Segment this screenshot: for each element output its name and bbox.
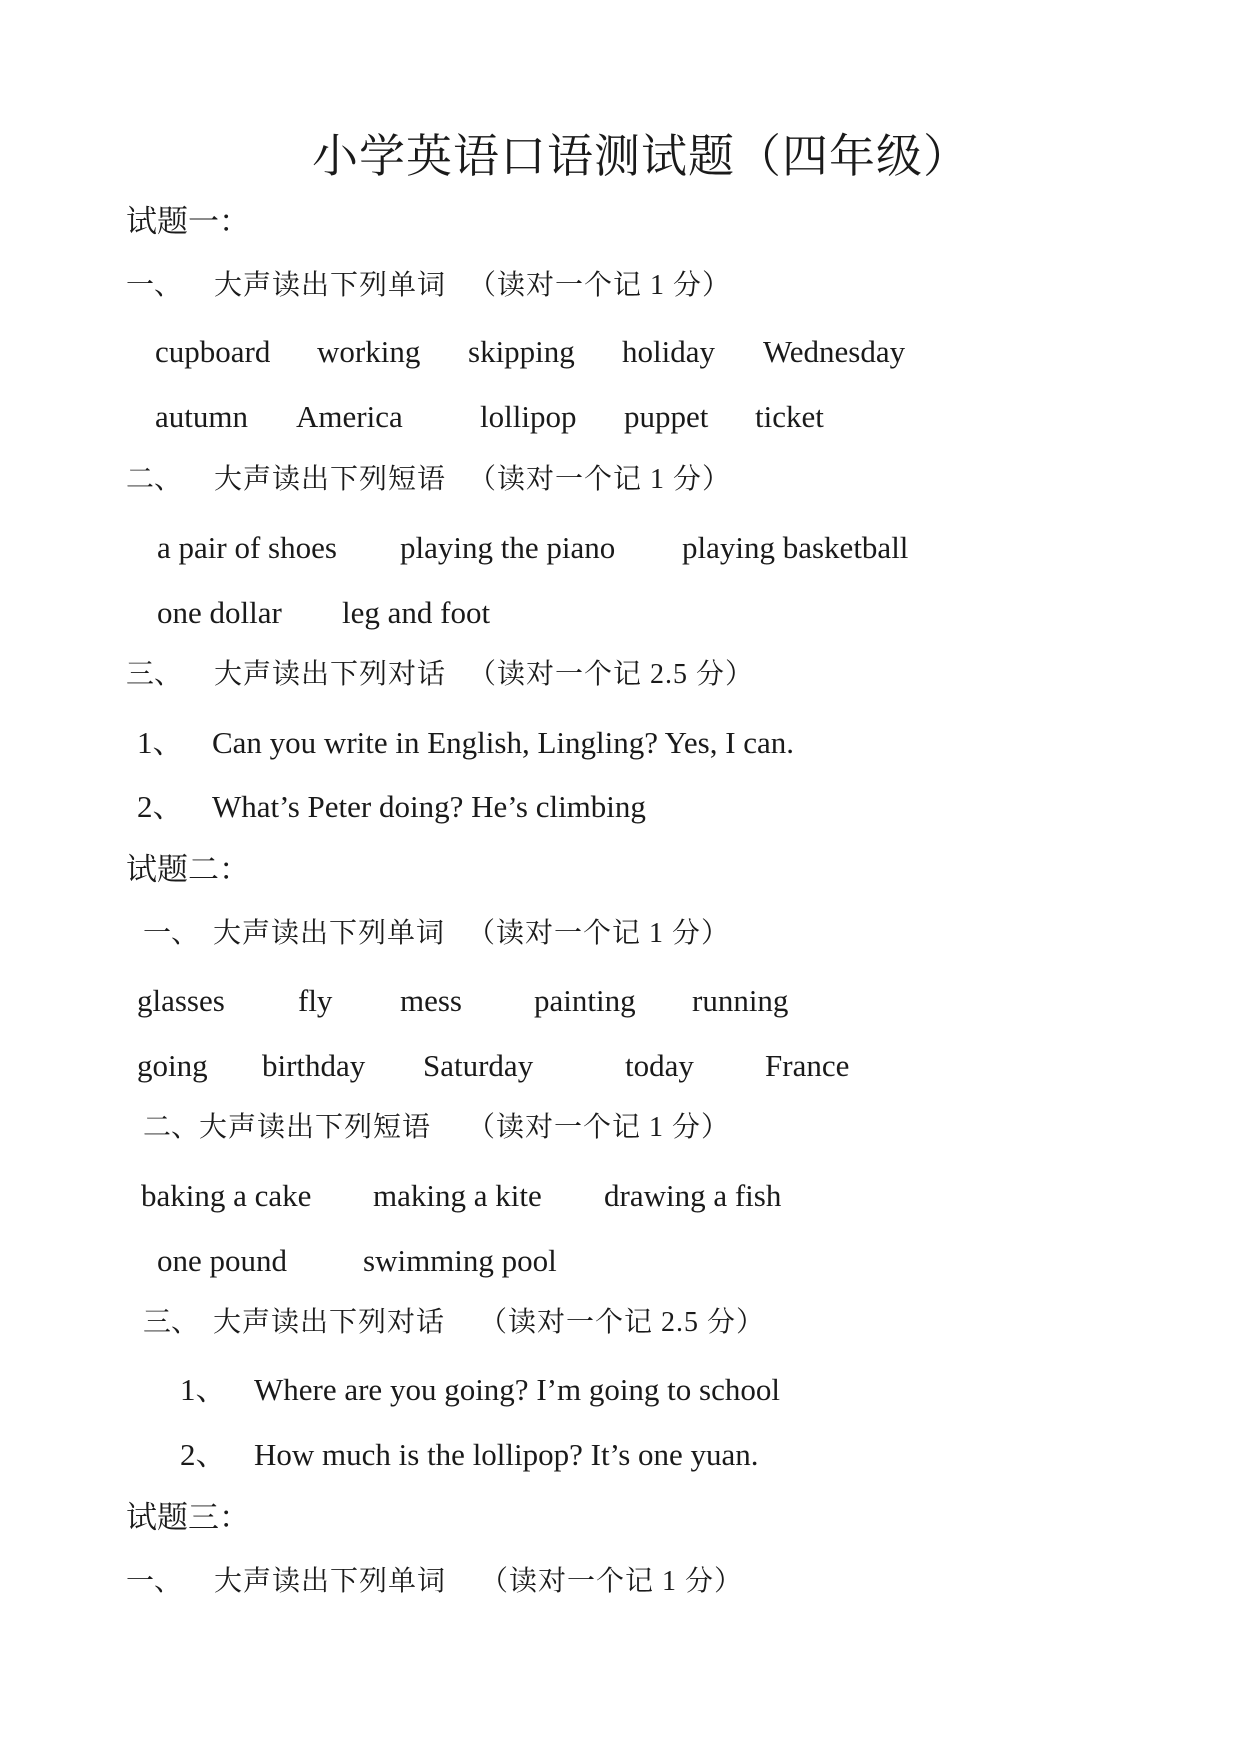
- part-number: 三、: [126, 659, 183, 690]
- phrase: baking a cake: [141, 1178, 312, 1213]
- phrase: drawing a fish: [604, 1178, 782, 1213]
- test-2-phrase-row-2: [0, 1245, 1241, 1281]
- part-number: 一、: [126, 270, 183, 301]
- word: puppet: [624, 399, 709, 434]
- word: painting: [534, 983, 636, 1018]
- part-score: （读对一个记 1 分）: [467, 918, 731, 949]
- test-1-part-1-heading: [126, 272, 731, 300]
- test-1-dialog-1: [0, 727, 1241, 763]
- dialog-index: 1、: [137, 725, 184, 760]
- dialog-text: Can you write in English, Lingling? Yes, I can.: [212, 725, 795, 760]
- word: America: [296, 399, 403, 434]
- word: running: [692, 983, 789, 1018]
- part-number: 三、: [143, 1307, 200, 1338]
- test-1-word-row-1: [0, 336, 1241, 372]
- phrase: one dollar: [157, 595, 282, 630]
- phrase: leg and foot: [342, 595, 491, 630]
- test-2-word-row-2: [0, 1050, 1241, 1086]
- word: ticket: [755, 399, 824, 434]
- test-2-word-row-1: [0, 985, 1241, 1021]
- test-2-phrase-row-1: [0, 1180, 1241, 1216]
- part-instruction: 大声读出下列单词: [214, 1566, 447, 1597]
- dialog-index: 2、: [137, 789, 184, 824]
- dialog-text: Where are you going? I’m going to school: [254, 1372, 780, 1407]
- test-1-word-row-2: [0, 401, 1241, 437]
- dialog-text: What’s Peter doing? He’s climbing: [212, 789, 646, 824]
- phrase: swimming pool: [363, 1243, 557, 1278]
- test-2-label: 试题二：: [126, 852, 250, 887]
- test-2-dialog-1: [0, 1374, 1241, 1410]
- part-score: （读对一个记 1 分）: [467, 1112, 731, 1143]
- word: fly: [298, 983, 333, 1018]
- test-1-part-2-heading: [126, 466, 731, 494]
- test-1-dialog-2: [0, 791, 1241, 827]
- word: holiday: [622, 334, 715, 369]
- phrase: making a kite: [373, 1178, 542, 1213]
- test-2-part-1-heading: [143, 920, 730, 948]
- word: working: [317, 334, 421, 369]
- test-2-part-3-heading: [143, 1309, 765, 1337]
- part-score: （读对一个记 2.5 分）: [468, 659, 755, 690]
- word: Saturday: [423, 1048, 534, 1083]
- test-2-dialog-2: [0, 1439, 1241, 1475]
- part-instruction: 大声读出下列对话: [213, 1307, 446, 1338]
- part-instruction: 大声读出下列短语: [214, 464, 447, 495]
- word: mess: [400, 983, 462, 1018]
- word: Wednesday: [763, 334, 906, 369]
- part-instruction: 大声读出下列单词: [214, 270, 447, 301]
- part-instruction: 大声读出下列短语: [199, 1112, 432, 1143]
- test-3-label: 试题三：: [126, 1500, 250, 1535]
- part-score: （读对一个记 1 分）: [468, 270, 732, 301]
- phrase: playing basketball: [682, 530, 909, 565]
- dialog-text: How much is the lollipop? It’s one yuan.: [254, 1437, 759, 1472]
- dialog-index: 1、: [180, 1372, 227, 1407]
- page-title: 小学英语口语测试题（四年级）: [312, 131, 970, 182]
- word: birthday: [262, 1048, 366, 1083]
- part-score: （读对一个记 1 分）: [468, 464, 732, 495]
- part-score: （读对一个记 2.5 分）: [479, 1307, 766, 1338]
- test-3-part-1-heading: [126, 1568, 743, 1596]
- word: cupboard: [155, 334, 271, 369]
- test-1-label: 试题一：: [126, 204, 250, 239]
- word: France: [765, 1048, 850, 1083]
- part-score: （读对一个记 1 分）: [480, 1566, 744, 1597]
- part-number: 二、: [126, 464, 183, 495]
- phrase: one pound: [157, 1243, 288, 1278]
- dialog-index: 2、: [180, 1437, 227, 1472]
- test-1-part-3-heading: [126, 661, 754, 689]
- part-number: 二、: [143, 1112, 200, 1143]
- test-1-phrase-row-1: [0, 532, 1241, 568]
- word: skipping: [468, 334, 575, 369]
- word: today: [625, 1048, 694, 1083]
- test-2-part-2-heading: [143, 1114, 730, 1142]
- word: lollipop: [480, 399, 577, 434]
- part-number: 一、: [126, 1566, 183, 1597]
- part-instruction: 大声读出下列对话: [214, 659, 447, 690]
- word: autumn: [155, 399, 248, 434]
- word: going: [137, 1048, 208, 1083]
- phrase: playing the piano: [400, 530, 616, 565]
- word: glasses: [137, 983, 225, 1018]
- part-number: 一、: [143, 918, 200, 949]
- test-1-phrase-row-2: [0, 597, 1241, 633]
- phrase: a pair of shoes: [157, 530, 337, 565]
- part-instruction: 大声读出下列单词: [213, 918, 446, 949]
